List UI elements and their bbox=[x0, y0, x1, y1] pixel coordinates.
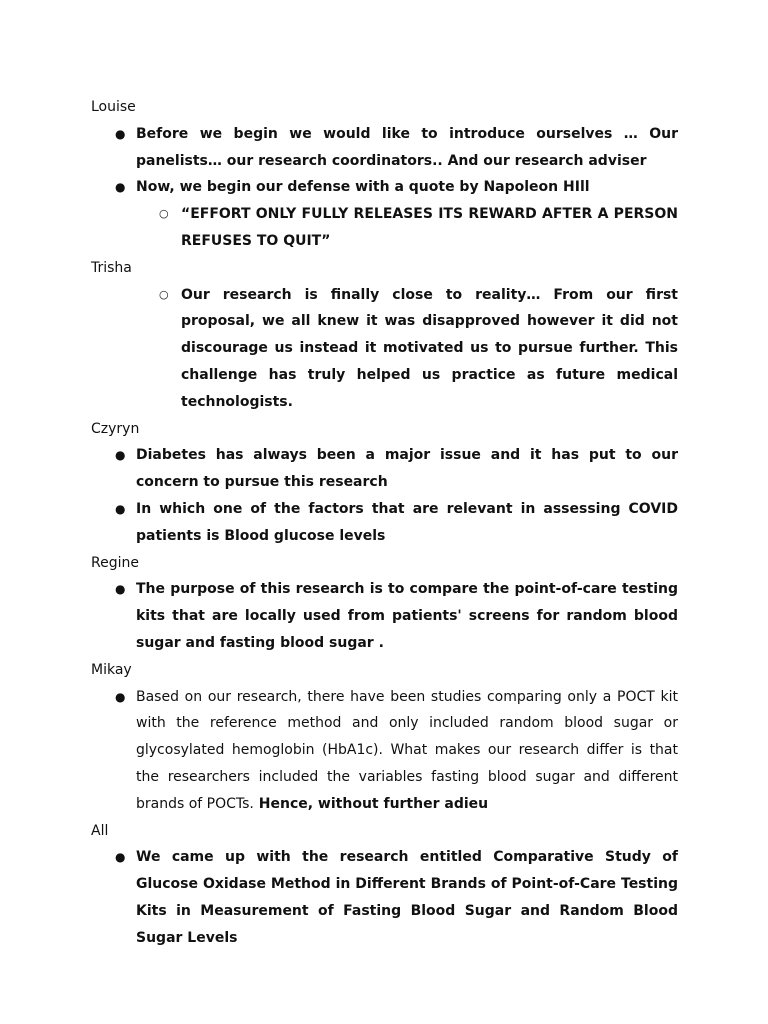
speaker-name: Trisha bbox=[91, 259, 132, 276]
bullet-list bbox=[91, 684, 678, 818]
quote-text: “EFFORT ONLY FULLY RELEASES ITS REWARD AFTER A PERSON REFUSES TO QUIT” bbox=[181, 206, 678, 249]
list-item bbox=[115, 576, 678, 656]
speaker-name: Louise bbox=[91, 99, 136, 115]
bullet-list bbox=[91, 282, 678, 416]
bullet-icon: ● bbox=[115, 850, 126, 865]
bullet-list bbox=[91, 844, 678, 951]
list-item-tail-text: Hence, without further adieu bbox=[253, 795, 489, 812]
list-item bbox=[115, 496, 678, 550]
list-item bbox=[159, 201, 678, 255]
bullet-icon: ● bbox=[115, 126, 126, 141]
list-item-text: We came up with the research entitled Comparative Study of Glucose Oxidase Method in Different Brands of Point-of-Care Testing Kits in Measurement of Fasting Blood Sugar and Random Blood Sugar Levels bbox=[136, 849, 678, 946]
bullet-list bbox=[91, 576, 678, 656]
bullet-icon: ● bbox=[115, 501, 126, 516]
list-item bbox=[115, 174, 678, 201]
bullet-list bbox=[91, 442, 678, 549]
bullet-icon: ● bbox=[115, 689, 126, 704]
list-item-text: The purpose of this research is to compare the point-of-care testing kits that are locally used from patients' screens for random blood sugar and fasting blood sugar . bbox=[136, 581, 678, 651]
bullet-icon: ● bbox=[115, 448, 126, 463]
list-item-text: Based on our research, there have been studies comparing only a POCT kit with the reference method and only included random blood sugar or glycosylated hemoglobin (HbA1c). What makes our research differ is that the researchers included the variables fasting blood sugar and different brands of POCTs. bbox=[136, 688, 678, 812]
speaker-name: Mikay bbox=[91, 661, 132, 678]
speaker-name: Czyryn bbox=[91, 420, 140, 437]
list-item-text: Diabetes has always been a major issue and it has put to our concern to pursue this research bbox=[136, 447, 678, 491]
list-item-text: Our research is finally close to reality… From our first proposal, we all knew it was disapproved however it did not discourage us instead it motivated us to pursue further. This challenge has truly helped us practice as future medical technologists. bbox=[181, 286, 678, 410]
hollow-bullet-icon: ○ bbox=[159, 207, 169, 221]
bullet-icon: ● bbox=[115, 180, 126, 195]
list-item-text: In which one of the factors that are relevant in assessing COVID patients is Blood glucose levels bbox=[136, 500, 678, 544]
script-content bbox=[91, 94, 678, 952]
speaker-name: All bbox=[91, 822, 109, 839]
hollow-bullet-icon: ○ bbox=[159, 287, 169, 301]
list-item bbox=[115, 121, 678, 175]
speaker-name: Regine bbox=[91, 554, 139, 571]
list-item bbox=[115, 844, 678, 951]
list-item bbox=[115, 442, 678, 496]
list-item bbox=[115, 684, 678, 818]
bullet-icon: ● bbox=[115, 582, 126, 597]
list-item-text: Before we begin we would like to introduce ourselves … Our panelists… our research coordinators.. And our research adviser bbox=[136, 125, 678, 169]
bullet-list bbox=[91, 121, 678, 255]
list-item bbox=[159, 282, 678, 416]
list-item-text: Now, we begin our defense with a quote by Napoleon HIll bbox=[136, 179, 590, 196]
